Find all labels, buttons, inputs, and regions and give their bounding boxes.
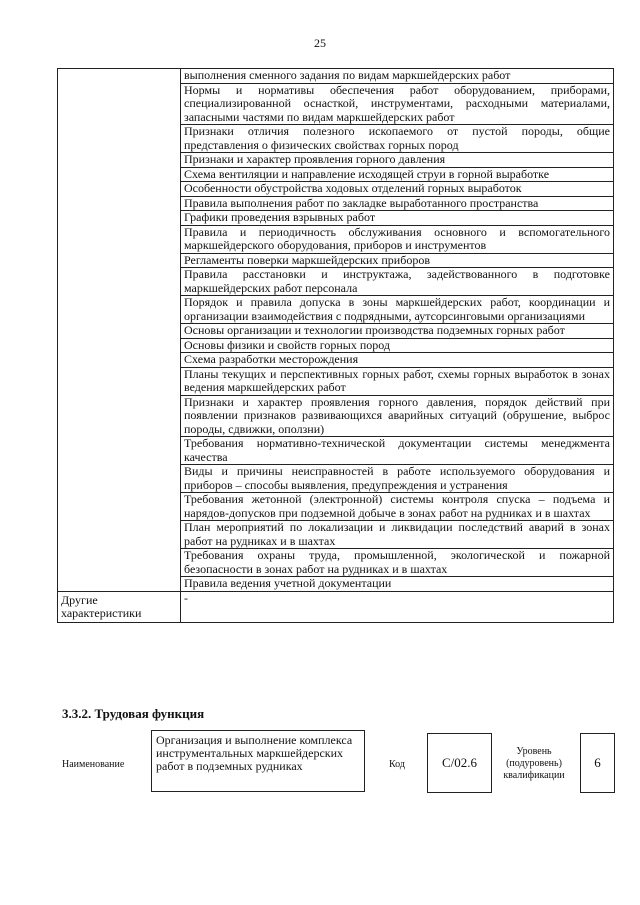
requirement-item: Схема вентиляции и направление исходящей струи в горной выработке [181,167,614,182]
section-title: 3.3.2. Трудовая функция [62,706,205,721]
level-label: Уровень (подуровень) квалификации [503,746,565,781]
requirement-item: Порядок и правила допуска в зоны маркшейдерских работ, координации и организации взаимодействия с подрядными, аутсорсинговыми организациями [181,296,614,324]
requirement-item: Требования нормативно-технической документации системы менеджмента качества [181,437,614,465]
requirement-item: Графики проведения взрывных работ [181,211,614,226]
table-row [58,69,614,84]
requirement-item: Правила ведения учетной документации [181,577,614,592]
requirement-item: Основы организации и технологии производства подземных горных работ [181,324,614,339]
requirements-table [57,68,614,623]
requirement-item: выполнения сменного задания по видам маркшейдерских работ [181,69,614,84]
name-label: Наименование [62,759,125,770]
requirement-item: Основы физики и свойств горных пород [181,338,614,353]
requirement-item: Особенности обустройства ходовых отделений горных выработок [181,182,614,197]
function-code-box: C/02.6 [427,733,492,793]
requirement-item: Признаки и характер проявления горного давления [181,153,614,168]
requirement-item: Планы текущих и перспективных горных работ, схемы горных выработок в зонах ведения маркшейдерских работ [181,367,614,395]
table-row [58,591,614,622]
other-characteristics-label: Другие характеристики [58,591,181,622]
side-empty-cell [58,69,181,592]
requirement-item: Нормы и нормативы обеспечения работ оборудованием, приборами, специализированной оснасткой, инструментами, расходными материалами, запасными частями по видам маркшейдерских работ [181,83,614,125]
page-number: 25 [314,36,326,50]
requirement-item: Признаки отличия полезного ископаемого от пустой породы, общие представления о физических свойствах горных пород [181,125,614,153]
level-box: 6 [580,733,615,793]
requirement-item: Требования охраны труда, промышленной, экологической и пожарной безопасности в зонах работ на рудниках и в шахтах [181,549,614,577]
requirement-item: Схема разработки месторождения [181,353,614,368]
requirement-item: Виды и причины неисправностей в работе используемого оборудования и приборов – способы выявления, предупреждения и устранения [181,465,614,493]
requirement-item: Признаки и характер проявления горного давления, порядок действий при появлении признаков развивающихся аварийных ситуаций (обрушение, выброс породы, сдвижки, оползни) [181,395,614,437]
requirement-item: Правила и периодичность обслуживания основного и вспомогательного маркшейдерского оборудования, приборов и инструментов [181,225,614,253]
other-characteristics-value: - [181,591,614,622]
requirement-item: Правила выполнения работ по закладке выработанного пространства [181,196,614,211]
requirement-item: План мероприятий по локализации и ликвидации последствий аварий в зонах работ на рудниках и в шахтах [181,521,614,549]
function-name-box: Организация и выполнение комплекса инструментальных маркшейдерских работ в подземных рудниках [151,730,365,792]
requirement-item: Требования жетонной (электронной) системы контроля спуска – подъема и нарядов-допусков при подземной добыче в зонах работ на рудниках и в шахтах [181,493,614,521]
requirement-item: Регламенты поверки маркшейдерских приборов [181,253,614,268]
code-label: Код [389,759,405,770]
requirement-item: Правила расстановки и инструктажа, задействованного в подготовке маркшейдерских работ персонала [181,268,614,296]
